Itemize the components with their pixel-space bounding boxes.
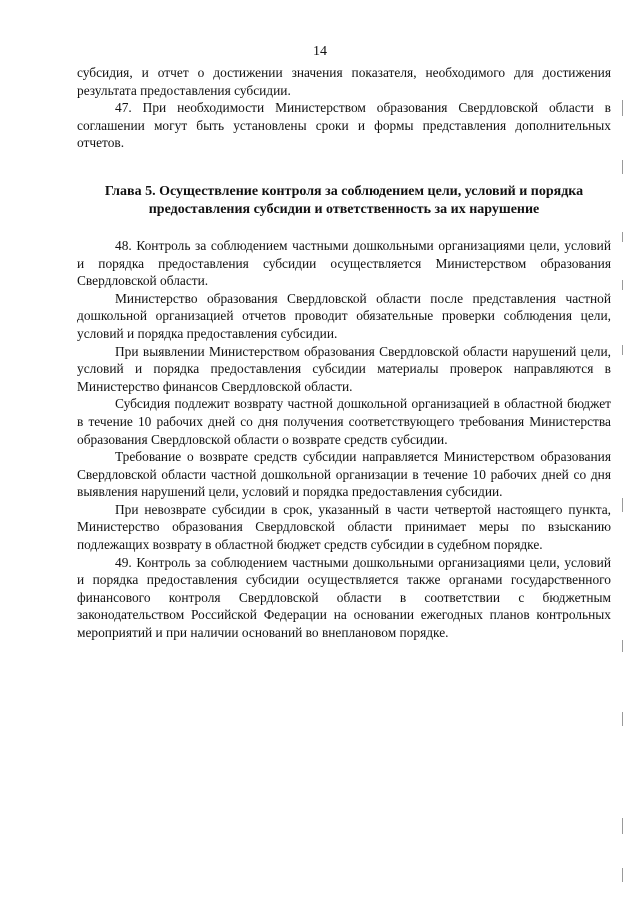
scan-margin-mark [622, 818, 623, 834]
scan-margin-mark [622, 160, 623, 174]
paragraph-48-refund-request: Требование о возврате средств субсидии направляется Министерством образования Свердловской области частной дошкольной организации в течение 10 рабочих дней со дня выявления нарушений цели, условий и порядка предоставления субсидии. [77, 449, 611, 500]
paragraph-continuation: субсидия, и отчет о достижении значения показателя, необходимого для достижения результата предоставления субсидии. [77, 65, 611, 98]
paragraph-48-inspections: Министерство образования Свердловской области после представления частной дошкольной организацией отчетов проводит обязательные проверки соблюдения цели, условий и порядка предоставления субсидии. [77, 290, 611, 341]
scan-margin-mark [622, 232, 623, 242]
scan-margin-mark [622, 498, 623, 512]
chapter-title-line-2: предоставления субсидии и ответственность за их нарушение [148, 201, 540, 217]
scan-margin-mark [622, 868, 623, 882]
paragraph-48-violations: При выявлении Министерством образования Свердловской области нарушений цели, условий и порядка предоставления субсидии материалы проверок направляются в Министерство финансов Свердловской области. [77, 343, 611, 394]
paragraph-48-refund: Субсидия подлежит возврату частной дошкольной организацией в областной бюджет в течение 10 рабочих дней со дня получения соответствующего требования Министерства образования Свердловской области о возврате средств субсидии. [77, 396, 611, 447]
scan-margin-mark [622, 280, 623, 290]
paragraph-48-court: При невозврате субсидии в срок, указанный в части четвертой настоящего пункта, Министерство образования Свердловской области принимает меры по взысканию подлежащих возврату в областной бюджет средств субсидии в судебном порядке. [77, 501, 611, 553]
scan-margin-mark [622, 345, 623, 355]
chapter-5-title [77, 183, 611, 219]
scan-margin-mark [622, 640, 623, 652]
document-body [77, 64, 611, 642]
chapter-title-line-1: Глава 5. Осуществление контроля за соблюдением цели, условий и порядка [104, 183, 584, 199]
paragraph-47: 47. При необходимости Министерством образования Свердловской области в соглашении могут быть установлены сроки и формы представления дополнительных отчетов. [77, 100, 611, 151]
scan-margin-mark [622, 100, 623, 116]
scan-margin-mark [622, 712, 623, 726]
paragraph-49: 49. Контроль за соблюдением частными дошкольными организациями цели, условий и порядка предоставления субсидии осуществляется также органами государственного финансового контроля Свердловской области в соответствии с бюджетным законодательством Российской Федерации на основании ежегодных планов контрольных мероприятий и при наличии оснований во внеплановом порядке. [77, 554, 611, 641]
paragraph-48: 48. Контроль за соблюдением частными дошкольными организациями цели, условий и порядка предоставления субсидии осуществляется Министерством образования Свердловской области. [77, 237, 611, 289]
page-number: 14 [313, 44, 327, 59]
